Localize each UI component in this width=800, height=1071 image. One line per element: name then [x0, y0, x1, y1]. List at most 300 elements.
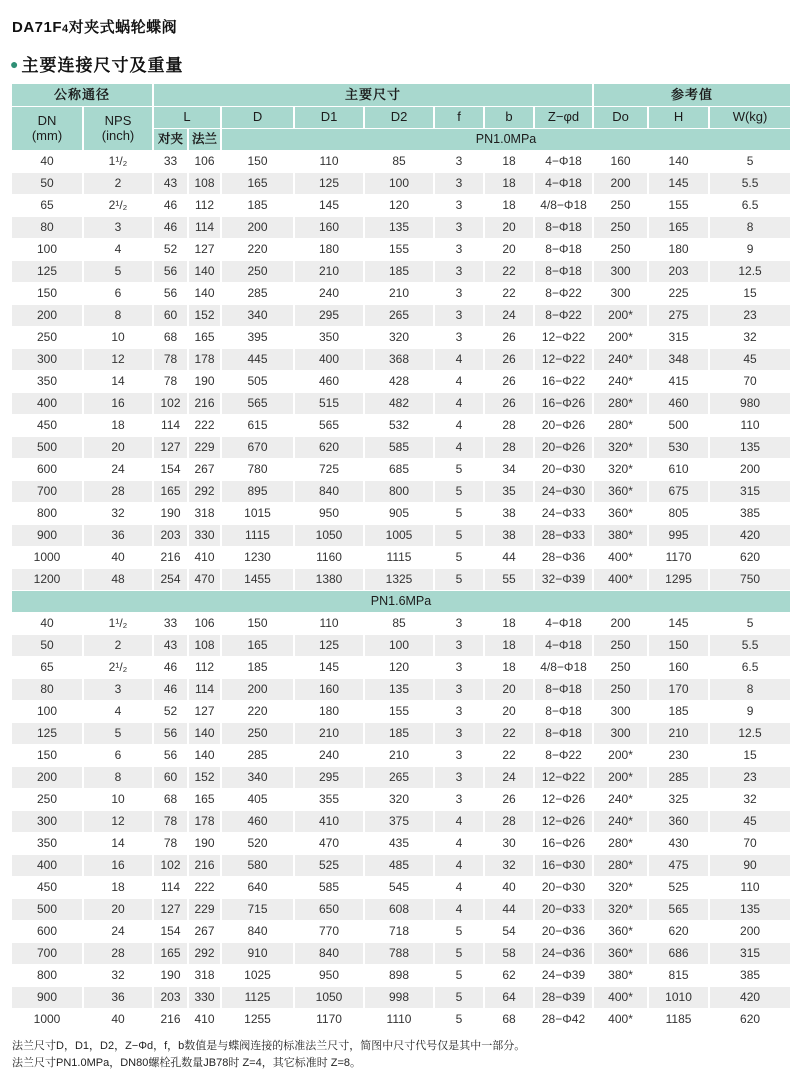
table-cell: 180: [294, 239, 364, 261]
header-nominal-diameter: 公称通径: [11, 84, 153, 107]
table-cell: 565: [294, 415, 364, 437]
table-cell: 26: [484, 789, 534, 811]
table-cell: 905: [364, 503, 434, 525]
table-cell: 265: [364, 305, 434, 327]
table-cell: 265: [364, 767, 434, 789]
table-cell: 190: [153, 503, 188, 525]
table-cell: 200*: [593, 327, 648, 349]
table-cell: 615: [221, 415, 294, 437]
table-cell: 292: [188, 481, 221, 503]
table-cell: 515: [294, 393, 364, 415]
table-cell: 482: [364, 393, 434, 415]
table-cell: 22: [484, 283, 534, 305]
table-cell: 240*: [593, 789, 648, 811]
table-cell: 220: [221, 239, 294, 261]
table-cell: 210: [364, 283, 434, 305]
table-cell: 16−Φ26: [534, 833, 593, 855]
col-nps-unit: (inch): [102, 128, 135, 143]
table-cell: 5.5: [709, 635, 791, 657]
table-cell: 3: [434, 217, 484, 239]
table-cell: 160: [294, 217, 364, 239]
table-cell: 400: [294, 349, 364, 371]
table-cell: 155: [648, 195, 709, 217]
table-cell: 400: [11, 855, 83, 877]
table-cell: 8: [709, 679, 791, 701]
table-row: [11, 1009, 791, 1031]
table-cell: 4: [434, 811, 484, 833]
table-cell: 135: [364, 679, 434, 701]
table-cell: 28: [83, 943, 153, 965]
table-cell: 285: [221, 745, 294, 767]
table-cell: 475: [648, 855, 709, 877]
table-cell: 135: [709, 437, 791, 459]
table-cell: 140: [188, 283, 221, 305]
table-row: [11, 327, 791, 349]
table-cell: 800: [364, 481, 434, 503]
table-cell: 12: [83, 349, 153, 371]
table-cell: 160: [593, 151, 648, 173]
table-row: [11, 393, 791, 415]
table-cell: 620: [709, 547, 791, 569]
table-cell: 210: [294, 723, 364, 745]
table-cell: 295: [294, 305, 364, 327]
table-cell: 210: [294, 261, 364, 283]
table-cell: 23: [709, 305, 791, 327]
table-cell: 56: [153, 745, 188, 767]
table-cell: 140: [648, 151, 709, 173]
table-cell: 6: [83, 745, 153, 767]
table-cell: 385: [709, 503, 791, 525]
table-cell: 600: [11, 921, 83, 943]
table-cell: 780: [221, 459, 294, 481]
table-cell: 4: [434, 833, 484, 855]
table-cell: 12−Φ22: [534, 767, 593, 789]
table-row: [11, 151, 791, 173]
table-cell: 106: [188, 613, 221, 635]
table-cell: 565: [221, 393, 294, 415]
table-row: [11, 723, 791, 745]
table-cell: 3: [434, 613, 484, 635]
table-cell: 32: [83, 503, 153, 525]
table-cell: 315: [709, 481, 791, 503]
table-cell: 24−Φ39: [534, 965, 593, 987]
table-cell: 8: [83, 305, 153, 327]
table-cell: 200*: [593, 767, 648, 789]
col-h: H: [648, 107, 709, 129]
table-cell: 68: [153, 327, 188, 349]
table-cell: 34: [484, 459, 534, 481]
table-cell: 200: [11, 305, 83, 327]
table-cell: 40: [484, 877, 534, 899]
table-cell: 580: [221, 855, 294, 877]
table-cell: 250: [593, 217, 648, 239]
table-cell: 200: [221, 217, 294, 239]
table-cell: 200*: [593, 745, 648, 767]
table-cell: 3: [434, 261, 484, 283]
table-cell: 530: [648, 437, 709, 459]
table-cell: 230: [648, 745, 709, 767]
table-cell: 26: [484, 349, 534, 371]
table-cell: 532: [364, 415, 434, 437]
table-cell: 44: [484, 899, 534, 921]
table-cell: 545: [364, 877, 434, 899]
pn16-separator-row: [11, 591, 791, 613]
table-row: [11, 481, 791, 503]
table-cell: 3: [83, 679, 153, 701]
table-cell: 815: [648, 965, 709, 987]
table-cell: 15: [709, 745, 791, 767]
table-cell: 4: [434, 415, 484, 437]
table-cell: 3: [434, 151, 484, 173]
table-cell: 788: [364, 943, 434, 965]
title-product-name: 对夹式蜗轮蝶阀: [69, 19, 178, 36]
table-cell: 485: [364, 855, 434, 877]
table-cell: 40: [11, 613, 83, 635]
table-cell: 250: [593, 635, 648, 657]
table-cell: 950: [294, 503, 364, 525]
table-cell: 430: [648, 833, 709, 855]
table-cell: 45: [709, 349, 791, 371]
table-cell: 38: [484, 503, 534, 525]
table-cell: 125: [294, 173, 364, 195]
table-cell: 145: [294, 195, 364, 217]
table-cell: 216: [153, 1009, 188, 1031]
table-cell: 150: [221, 151, 294, 173]
pn16-section-body: [11, 613, 791, 1031]
table-cell: 165: [648, 217, 709, 239]
table-cell: 4−Φ18: [534, 613, 593, 635]
table-cell: 300: [593, 283, 648, 305]
table-row: [11, 745, 791, 767]
table-cell: 267: [188, 921, 221, 943]
table-cell: 56: [153, 723, 188, 745]
table-cell: 8: [83, 767, 153, 789]
table-cell: 5: [434, 921, 484, 943]
table-cell: 300: [11, 811, 83, 833]
table-cell: 46: [153, 217, 188, 239]
table-row: [11, 767, 791, 789]
table-cell: 320*: [593, 899, 648, 921]
table-cell: 28−Φ36: [534, 547, 593, 569]
table-cell: 154: [153, 921, 188, 943]
table-cell: 32: [484, 855, 534, 877]
table-cell: 24: [484, 305, 534, 327]
table-cell: 350: [11, 371, 83, 393]
table-cell: 5: [434, 525, 484, 547]
table-cell: 355: [294, 789, 364, 811]
table-cell: 3: [434, 327, 484, 349]
table-cell: 565: [648, 899, 709, 921]
table-cell: 250: [593, 657, 648, 679]
table-cell: 65: [11, 657, 83, 679]
col-d2: D2: [364, 107, 434, 129]
table-cell: 140: [188, 261, 221, 283]
table-cell: 400*: [593, 569, 648, 591]
table-cell: 9: [709, 701, 791, 723]
table-cell: 65: [11, 195, 83, 217]
table-cell: 203: [153, 987, 188, 1009]
table-cell: 420: [709, 525, 791, 547]
table-cell: 4: [434, 371, 484, 393]
table-cell: 185: [221, 195, 294, 217]
table-cell: 5: [434, 481, 484, 503]
table-cell: 460: [294, 371, 364, 393]
table-cell: 85: [364, 613, 434, 635]
table-cell: 350: [294, 327, 364, 349]
table-cell: 127: [188, 239, 221, 261]
table-cell: 325: [648, 789, 709, 811]
table-cell: 400*: [593, 1009, 648, 1031]
table-cell: 85: [364, 151, 434, 173]
table-cell: 36: [83, 987, 153, 1009]
table-cell: 5: [83, 723, 153, 745]
table-cell: 410: [188, 1009, 221, 1031]
table-cell: 165: [188, 789, 221, 811]
table-cell: 16−Φ26: [534, 393, 593, 415]
table-cell: 685: [364, 459, 434, 481]
table-cell: 240*: [593, 371, 648, 393]
table-cell: 165: [153, 943, 188, 965]
table-cell: 250: [11, 327, 83, 349]
header-reference-values: 参考值: [593, 84, 791, 107]
table-cell: 4: [434, 899, 484, 921]
table-row: [11, 305, 791, 327]
table-cell: 400*: [593, 547, 648, 569]
table-cell: 20−Φ26: [534, 415, 593, 437]
table-cell: 330: [188, 987, 221, 1009]
table-cell: 140: [188, 723, 221, 745]
table-cell: 4−Φ18: [534, 635, 593, 657]
table-cell: 330: [188, 525, 221, 547]
table-row: [11, 569, 791, 591]
table-cell: 4: [434, 877, 484, 899]
table-cell: 320*: [593, 437, 648, 459]
table-cell: 460: [648, 393, 709, 415]
table-cell: 4−Φ18: [534, 173, 593, 195]
table-cell: 45: [709, 811, 791, 833]
table-cell: 375: [364, 811, 434, 833]
table-cell: 520: [221, 833, 294, 855]
table-cell: 800: [11, 503, 83, 525]
table-cell: 640: [221, 877, 294, 899]
table-cell: 980: [709, 393, 791, 415]
table-row: [11, 855, 791, 877]
table-cell: 102: [153, 393, 188, 415]
table-cell: 8−Φ22: [534, 305, 593, 327]
table-cell: 410: [188, 547, 221, 569]
table-cell: 320*: [593, 877, 648, 899]
table-row: [11, 833, 791, 855]
table-cell: 14: [83, 371, 153, 393]
table-cell: 5.5: [709, 173, 791, 195]
table-cell: 24: [484, 767, 534, 789]
table-cell: 78: [153, 349, 188, 371]
table-cell: 28: [484, 811, 534, 833]
table-cell: 28−Φ33: [534, 525, 593, 547]
table-cell: 380*: [593, 965, 648, 987]
header-column-row: [11, 107, 791, 129]
table-cell: 33: [153, 151, 188, 173]
table-cell: 1025: [221, 965, 294, 987]
table-row: [11, 613, 791, 635]
table-cell: 20: [83, 437, 153, 459]
table-cell: 229: [188, 437, 221, 459]
pn10-section-label: PN1.0MPa: [221, 129, 791, 151]
table-cell: 110: [709, 877, 791, 899]
table-cell: 110: [294, 151, 364, 173]
table-row: [11, 635, 791, 657]
table-cell: 190: [188, 833, 221, 855]
table-cell: 5: [434, 503, 484, 525]
table-row: [11, 371, 791, 393]
footnote-1: 法兰尺寸D，D1，D2，Z−Φd，f，b数值是与蝶阀连接的标准法兰尺寸，简图中尺寸代号仅是其中一部分。: [12, 1038, 790, 1055]
table-cell: 470: [188, 569, 221, 591]
table-cell: 3: [434, 789, 484, 811]
table-cell: 22: [484, 745, 534, 767]
table-row: [11, 261, 791, 283]
table-cell: 24−Φ30: [534, 481, 593, 503]
table-cell: 200*: [593, 305, 648, 327]
table-cell: 450: [11, 877, 83, 899]
table-cell: 8−Φ18: [534, 217, 593, 239]
col-dn-unit: (mm): [32, 128, 62, 143]
table-cell: 200: [709, 921, 791, 943]
col-l-flange: 法兰: [188, 129, 221, 151]
table-cell: 254: [153, 569, 188, 591]
table-cell: 110: [709, 415, 791, 437]
table-cell: 125: [11, 723, 83, 745]
col-l-wafer: 对夹: [153, 129, 188, 151]
table-cell: 106: [188, 151, 221, 173]
table-cell: 127: [153, 899, 188, 921]
table-cell: 44: [484, 547, 534, 569]
table-cell: 1050: [294, 987, 364, 1009]
table-cell: 300: [593, 723, 648, 745]
table-cell: 240: [294, 745, 364, 767]
table-cell: 43: [153, 173, 188, 195]
table-cell: 150: [648, 635, 709, 657]
table-cell: 360: [648, 811, 709, 833]
table-cell: 100: [364, 635, 434, 657]
table-cell: 4: [83, 239, 153, 261]
table-cell: 145: [648, 173, 709, 195]
table-cell: 435: [364, 833, 434, 855]
table-cell: 4: [434, 393, 484, 415]
table-cell: 127: [188, 701, 221, 723]
table-cell: 112: [188, 657, 221, 679]
table-cell: 1000: [11, 1009, 83, 1031]
table-cell: 4−Φ18: [534, 151, 593, 173]
table-cell: 35: [484, 481, 534, 503]
table-cell: 120: [364, 657, 434, 679]
table-cell: 1295: [648, 569, 709, 591]
table-cell: 185: [364, 723, 434, 745]
table-cell: 300: [11, 349, 83, 371]
table-row: [11, 987, 791, 1009]
table-cell: 620: [294, 437, 364, 459]
table-cell: 3: [434, 305, 484, 327]
table-cell: 3: [434, 635, 484, 657]
table-cell: 12−Φ22: [534, 349, 593, 371]
table-cell: 170: [648, 679, 709, 701]
table-cell: 18: [484, 173, 534, 195]
table-cell: 222: [188, 415, 221, 437]
table-cell: 650: [294, 899, 364, 921]
table-cell: 600: [11, 459, 83, 481]
table-cell: 56: [153, 261, 188, 283]
table-cell: 8−Φ18: [534, 261, 593, 283]
table-cell: 180: [294, 701, 364, 723]
table-cell: 114: [153, 415, 188, 437]
table-cell: 400: [11, 393, 83, 415]
table-cell: 620: [709, 1009, 791, 1031]
table-cell: 8: [709, 217, 791, 239]
table-cell: 1050: [294, 525, 364, 547]
table-cell: 400*: [593, 987, 648, 1009]
table-cell: 348: [648, 349, 709, 371]
table-cell: 4/8−Φ18: [534, 195, 593, 217]
table-cell: 910: [221, 943, 294, 965]
table-cell: 4: [434, 855, 484, 877]
table-cell: 700: [11, 943, 83, 965]
table-cell: 3: [434, 173, 484, 195]
table-cell: 250: [593, 679, 648, 701]
table-cell: 9: [709, 239, 791, 261]
table-cell: 220: [221, 701, 294, 723]
table-cell: 110: [294, 613, 364, 635]
table-row: [11, 415, 791, 437]
bullet-icon: ●: [10, 57, 19, 71]
table-cell: 114: [188, 217, 221, 239]
table-cell: 5: [434, 459, 484, 481]
table-cell: 114: [188, 679, 221, 701]
table-cell: 420: [709, 987, 791, 1009]
table-cell: 36: [83, 525, 153, 547]
table-cell: 1185: [648, 1009, 709, 1031]
table-cell: 368: [364, 349, 434, 371]
table-cell: 950: [294, 965, 364, 987]
table-cell: 405: [221, 789, 294, 811]
table-cell: 165: [153, 481, 188, 503]
table-cell: 1¹/₂: [83, 151, 153, 173]
table-cell: 200: [221, 679, 294, 701]
table-cell: 154: [153, 459, 188, 481]
table-cell: 28: [83, 481, 153, 503]
table-row: [11, 217, 791, 239]
table-cell: 280*: [593, 833, 648, 855]
table-cell: 112: [188, 195, 221, 217]
table-cell: 127: [153, 437, 188, 459]
table-cell: 185: [364, 261, 434, 283]
col-l: L: [153, 107, 221, 129]
table-cell: 900: [11, 525, 83, 547]
table-cell: 64: [484, 987, 534, 1009]
table-cell: 200: [11, 767, 83, 789]
table-cell: 203: [648, 261, 709, 283]
table-cell: 20: [484, 239, 534, 261]
table-cell: 52: [153, 239, 188, 261]
table-cell: 78: [153, 833, 188, 855]
table-cell: 385: [709, 965, 791, 987]
table-cell: 100: [364, 173, 434, 195]
table-cell: 280*: [593, 393, 648, 415]
table-cell: 525: [648, 877, 709, 899]
table-cell: 800: [11, 965, 83, 987]
table-cell: 16: [83, 393, 153, 415]
table-cell: 150: [221, 613, 294, 635]
table-cell: 185: [648, 701, 709, 723]
table-cell: 250: [11, 789, 83, 811]
